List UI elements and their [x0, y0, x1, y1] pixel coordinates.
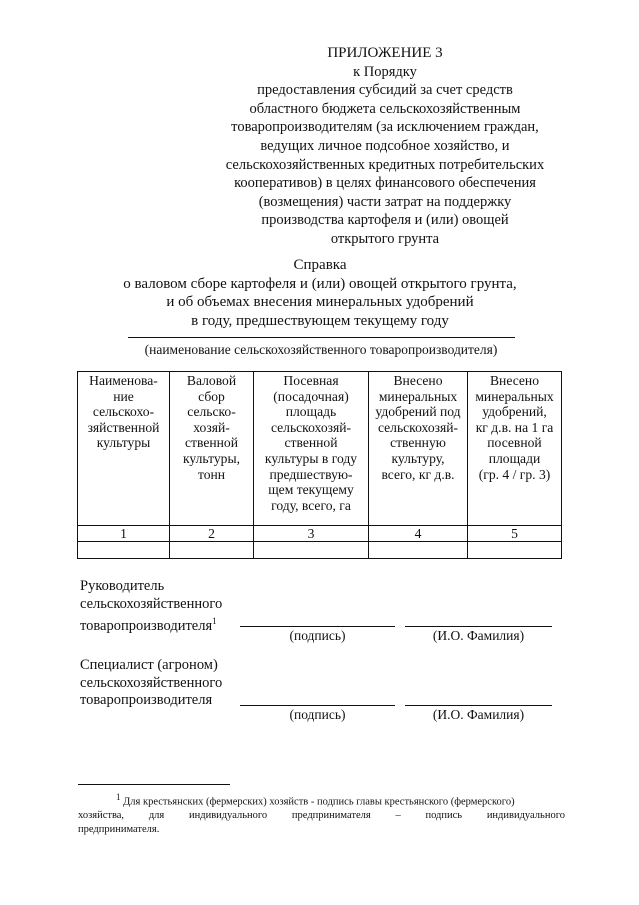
data-table [77, 371, 562, 559]
appendix-line: открытого грунта [330, 230, 440, 247]
specialist-name-caption: (И.О. Фамилия) [432, 707, 525, 722]
column-number: 3 [254, 526, 369, 542]
head-signature-label [80, 578, 222, 635]
appendix-line: сельскохозяйственных кредитных потребительских [225, 156, 545, 173]
column-header-crop [78, 372, 170, 526]
footnote-mark: 1 [212, 616, 217, 626]
table-cell[interactable] [170, 542, 254, 559]
footnote-text: предпринимателя. [78, 823, 160, 835]
table-cell[interactable] [369, 542, 468, 559]
column-header-label: Внесено минеральных удобрений, кг д.в. на 1 га посевной площади (гр. 4 / гр. 3) [475, 373, 554, 482]
footnote-text: хозяйства, для индивидуального предпринимателя – подпись индивидуального [78, 810, 565, 822]
table-header-row [78, 372, 562, 526]
reference-title: Справка [293, 257, 347, 273]
appendix-line: предоставления субсидий за счет средств [257, 82, 513, 99]
table-number-row [78, 526, 562, 542]
appendix-line: областного бюджета сельскохозяйственным [249, 100, 521, 117]
head-signature-caption: (подпись) [289, 628, 346, 643]
appendix-line: (возмещения) части затрат на поддержку [258, 193, 512, 210]
signature-label-line: сельскохозяйственного [80, 595, 223, 612]
specialist-signature-caption: (подпись) [289, 707, 346, 722]
column-header-area [254, 372, 369, 526]
column-header-fertilizer-per-ha [468, 372, 562, 526]
column-number: 2 [170, 526, 254, 542]
column-header-label: Посевная (посадочная) площадь сельскохозяй- ственной культуры в году предшествую- щем текущему году, всего, га [264, 373, 358, 513]
table-cell[interactable] [468, 542, 562, 559]
head-name-line[interactable] [405, 626, 552, 627]
column-number: 1 [78, 526, 170, 542]
column-header-label: Наименова- ние сельскохо- зяйственной культуры [87, 373, 160, 451]
specialist-name-line[interactable] [405, 705, 552, 706]
signature-label-line: Специалист (агроном) [80, 657, 218, 673]
column-number: 4 [369, 526, 468, 542]
signature-label-line: товаропроизводителя [80, 692, 213, 708]
producer-name-line [128, 337, 515, 338]
appendix-line: к Порядку [353, 63, 417, 80]
column-header-label: Валовой сбор сельско- хозяй- ственной культуры, тонн [183, 373, 240, 482]
signature-label-line: сельскохозяйственного [80, 674, 223, 691]
table-cell[interactable] [78, 542, 170, 559]
column-header-harvest [170, 372, 254, 526]
column-header-label: Внесено минеральных удобрений под сельскохозяй- ственную культуру, всего, кг д.в. [375, 373, 461, 482]
table-cell[interactable] [254, 542, 369, 559]
head-name-caption: (И.О. Фамилия) [432, 628, 525, 643]
signature-label-line: товаропроизводителя [80, 617, 213, 634]
specialist-signature-line[interactable] [240, 705, 395, 706]
footnote-mark: 1 [116, 792, 121, 802]
footnote [78, 791, 565, 836]
signature-label-line: Руководитель [80, 578, 165, 594]
appendix-line: ведущих личное подсобное хозяйство, и [260, 137, 510, 154]
appendix-title: ПРИЛОЖЕНИЕ 3 [327, 45, 443, 61]
producer-name-caption: (наименование сельскохозяйственного товаропроизводителя) [144, 342, 498, 357]
reference-line: в году, предшествующем текущему году [191, 312, 449, 329]
head-signature-line[interactable] [240, 626, 395, 627]
reference-line: и об объемах внесения минеральных удобрений [166, 294, 474, 310]
table-row [78, 542, 562, 559]
reference-title-block [100, 256, 540, 330]
column-number: 5 [468, 526, 562, 542]
reference-line: о валовом сборе картофеля и (или) овощей открытого грунта, [123, 275, 517, 292]
column-header-fertilizer-total [369, 372, 468, 526]
specialist-signature-label [80, 657, 222, 710]
appendix-line: кооперативов) в целях финансового обеспечения [234, 175, 536, 192]
appendix-line: товаропроизводителям (за исключением граждан, [231, 119, 539, 136]
appendix-line: производства картофеля и (или) овощей [261, 212, 509, 229]
footnote-separator [78, 784, 230, 785]
appendix-header [220, 44, 550, 249]
footnote-text: Для крестьянских (фермерских) хозяйств - подпись главы крестьянского (фермерского) [123, 796, 515, 808]
